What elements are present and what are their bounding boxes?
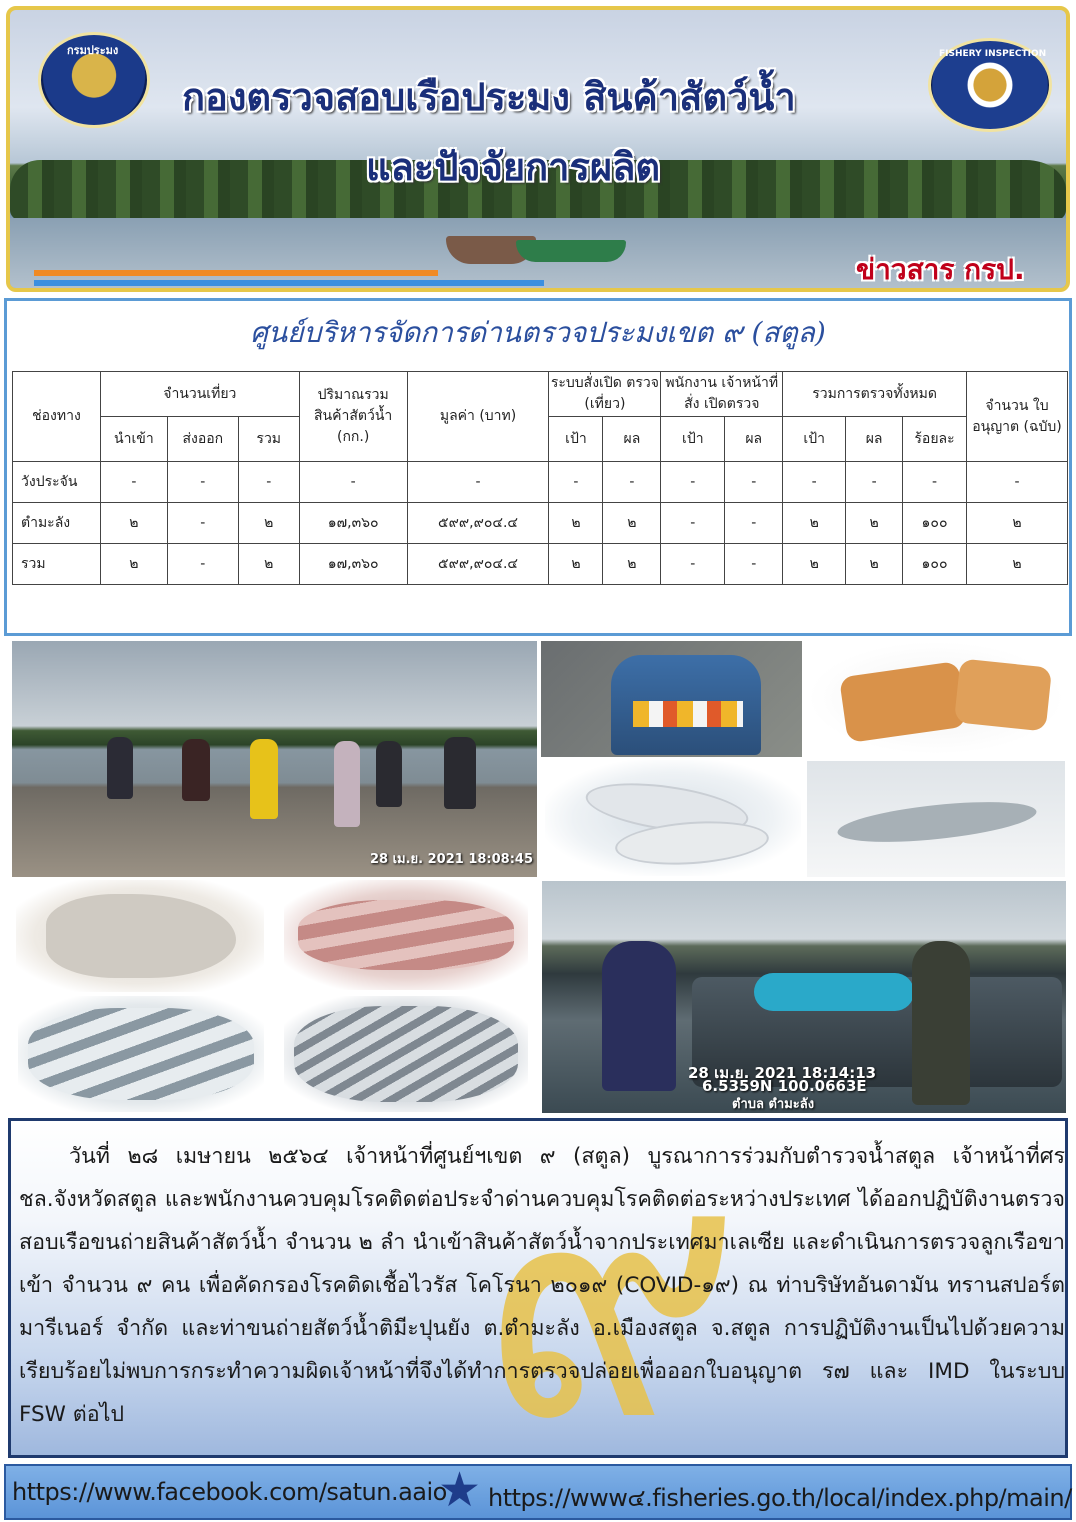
photo-pompano-fish — [545, 760, 801, 876]
cell-total: ๒ — [238, 503, 299, 544]
description-text: วันที่ ๒๘ เมษายน ๒๕๖๔ เจ้าหน้าที่ศูนย์ฯเขต ๙ (สตูล) บูรณาการร่วมกับตำรวจน้ำสตูล เจ้าหน้าที่ศรชล.จังหวัดสตูล และพนักงานควบคุมโรคติดต่อประจำด่านควบคุมโรคติดต่อระหว่างประเทศ ได้ออกปฏิบัติงานตรวจสอบเรือขนถ่ายสินค้าสัตว์น้ำ จำนวน ๒ ลำ นำเข้าสินค้าสัตว์น้ำจากประเทศมาเลเซีย และดำเนินการตรวจลูกเรือขาเข้า จำนวน ๙ คน เพื่อคัดกรองโรคติดเชื้อไวรัส โคโรนา ๒๐๑๙ (COVID-๑๙) ณ ท่าบริษัทอันดามัน ทรานสปอร์ต มารีเนอร์ จำกัด และท่าขนถ่ายสัตว์น้ำติมีะปุนยัง ต.ตำมะลัง อ.เมืองสตูล จ.สตูล การปฏิบัติงานเป็นไปด้วยความเรียบร้อยไม่พบการกระทำความผิดเจ้าหน้าที่จึงได้ทำการตรวจปล่อยเพื่อออกใบอนุญาต ร๗ และ IMD ในระบบ FSW ต่อไป — [19, 1144, 1065, 1427]
cell-licenses: ๒ — [966, 503, 1067, 544]
fishery-inspection-logo — [928, 38, 1052, 132]
photo-barramundi — [807, 761, 1065, 877]
photo-scad-pile — [284, 996, 528, 1112]
shrimp-bag — [954, 658, 1052, 731]
header-trips: จำนวนเที่ยว — [100, 372, 299, 417]
cell-channel: รวม — [13, 544, 101, 585]
cell-qty: - — [299, 462, 407, 503]
cell-qty: ๑๗,๓๖๐ — [299, 503, 407, 544]
cargo-boxes — [633, 701, 743, 727]
cell-staff-result: - — [725, 544, 783, 585]
person-figure — [444, 737, 476, 809]
cell-channel: ตำมะลัง — [13, 503, 101, 544]
fish-pile — [28, 1008, 254, 1100]
center-title: ศูนย์บริหารจัดการด่านตรวจประมงเขต ๙ (สตูล) — [250, 316, 826, 349]
header-channel: ช่องทาง — [13, 372, 101, 462]
person-figure — [250, 739, 278, 819]
statistics-section — [4, 298, 1072, 636]
header-staff-target: เป้า — [661, 417, 725, 462]
decor-stripe-orange — [34, 270, 438, 276]
green-boat — [516, 240, 626, 262]
cell-sys-target: ๒ — [549, 544, 603, 585]
cell-total: - — [238, 462, 299, 503]
pier-timestamp: 28 เม.ย. 2021 18:08:45 — [369, 852, 533, 867]
cell-all-result: - — [846, 462, 903, 503]
cell-in: ๒ — [100, 544, 167, 585]
cell-all-target: ๒ — [783, 503, 846, 544]
person-figure — [182, 739, 210, 801]
shrimp-bag — [839, 661, 967, 743]
cell-staff-target: - — [661, 462, 725, 503]
person-figure — [376, 741, 402, 807]
cell-in: - — [100, 462, 167, 503]
header-percent: ร้อยละ — [903, 417, 967, 462]
cell-out: - — [167, 462, 238, 503]
cell-sys-result: ๒ — [603, 544, 661, 585]
header-staff-result: ผล — [725, 417, 783, 462]
cell-all-target: ๒ — [783, 544, 846, 585]
cell-sys-target: ๒ — [549, 503, 603, 544]
photo-mackerel-pile — [18, 996, 264, 1112]
table-row — [13, 503, 1068, 544]
photo-cargo-boat — [541, 641, 802, 757]
cell-total: ๒ — [238, 544, 299, 585]
cell-in: ๒ — [100, 503, 167, 544]
header-staff-open: พนักงาน เจ้าหน้าที่สั่ง เปิดตรวจ — [661, 372, 783, 417]
header-sys-target: เป้า — [549, 417, 603, 462]
cell-staff-result: - — [725, 462, 783, 503]
header-licenses: จำนวน ใบอนุญาต (ฉบับ) — [966, 372, 1067, 462]
truck-location: ตำบล ตำมะลัง — [732, 1097, 815, 1112]
fish-pile — [298, 900, 514, 970]
truck-timestamp: 28 เม.ย. 2021 18:14:13 — [688, 1064, 877, 1082]
photo-stingray — [16, 880, 264, 992]
cell-staff-target: - — [661, 503, 725, 544]
fish-pile — [294, 1006, 518, 1102]
website-link[interactable]: https://www๔.fisheries.go.th/local/index.php/main/ — [488, 1484, 1072, 1512]
description-box — [8, 1118, 1068, 1458]
table-row — [13, 544, 1068, 585]
header-all-result: ผล — [846, 417, 903, 462]
cell-all-result: ๒ — [846, 503, 903, 544]
cell-value: ๕๙๙,๙๐๔.๔ — [407, 544, 549, 585]
star-icon: ★ — [438, 1462, 482, 1518]
decor-stripe-blue — [34, 280, 544, 286]
cell-channel: วังประจัน — [13, 462, 101, 503]
cell-sys-result: - — [603, 462, 661, 503]
cell-sys-target: - — [549, 462, 603, 503]
header-trips-in: นำเข้า — [100, 417, 167, 462]
logo-left-label: กรมประมง — [67, 44, 119, 57]
header-sys-result: ผล — [603, 417, 661, 462]
news-label: ข่าวสาร กรป. — [856, 253, 1025, 286]
ray-shape — [46, 894, 236, 978]
inspection-table — [12, 371, 1068, 585]
cell-value: - — [407, 462, 549, 503]
cell-staff-target: - — [661, 544, 725, 585]
cell-out: - — [167, 544, 238, 585]
department-of-fisheries-logo — [38, 32, 150, 128]
person-figure — [107, 737, 133, 799]
header-banner — [6, 6, 1070, 292]
photo-truck-inspection — [542, 881, 1066, 1113]
logo-right-label: FISHERY INSPECTION — [939, 49, 1047, 59]
banner-title-line2: และปัจจัยการผลิต — [366, 145, 661, 189]
table-row — [13, 462, 1068, 503]
person-figure — [334, 741, 360, 827]
header-trips-total: รวม — [238, 417, 299, 462]
cell-out: - — [167, 503, 238, 544]
person-figure — [912, 941, 970, 1105]
photo-red-snapper — [284, 880, 528, 990]
photo-frozen-shrimp — [807, 641, 1065, 755]
cell-qty: ๑๗,๓๖๐ — [299, 544, 407, 585]
cell-sys-result: ๒ — [603, 503, 661, 544]
header-system-open: ระบบสั่งเปิด ตรวจ (เที่ยว) — [549, 372, 661, 417]
person-figure — [602, 941, 676, 1091]
header-all-target: เป้า — [783, 417, 846, 462]
cell-percent: ๑๐๐ — [903, 503, 967, 544]
cell-licenses: ๒ — [966, 544, 1067, 585]
photo-pier-inspection — [12, 641, 537, 877]
banner-title-line1: กองตรวจสอบเรือประมง สินค้าสัตว์น้ำ — [182, 75, 796, 119]
header-trips-out: ส่งออก — [167, 417, 238, 462]
header-value: มูลค่า (บาท) — [407, 372, 549, 462]
cell-all-result: ๒ — [846, 544, 903, 585]
cell-staff-result: - — [725, 503, 783, 544]
zone-nine-watermark: ๙ — [479, 1118, 743, 1458]
facebook-link[interactable]: https://www.facebook.com/satun.aaio — [12, 1478, 447, 1506]
cell-percent: ๑๐๐ — [903, 544, 967, 585]
blue-tarp — [754, 973, 914, 1011]
cell-value: ๕๙๙,๙๐๔.๔ — [407, 503, 549, 544]
fish-shape — [836, 795, 1038, 850]
header-quantity: ปริมาณรวม สินค้าสัตว์น้ำ (กก.) — [299, 372, 407, 462]
truck-coordinates: 6.5359N 100.0663E — [702, 1077, 867, 1095]
header-total-inspection: รวมการตรวจทั้งหมด — [783, 372, 967, 417]
cell-all-target: - — [783, 462, 846, 503]
footer-links — [4, 1464, 1072, 1520]
cell-percent: - — [903, 462, 967, 503]
cell-licenses: - — [966, 462, 1067, 503]
